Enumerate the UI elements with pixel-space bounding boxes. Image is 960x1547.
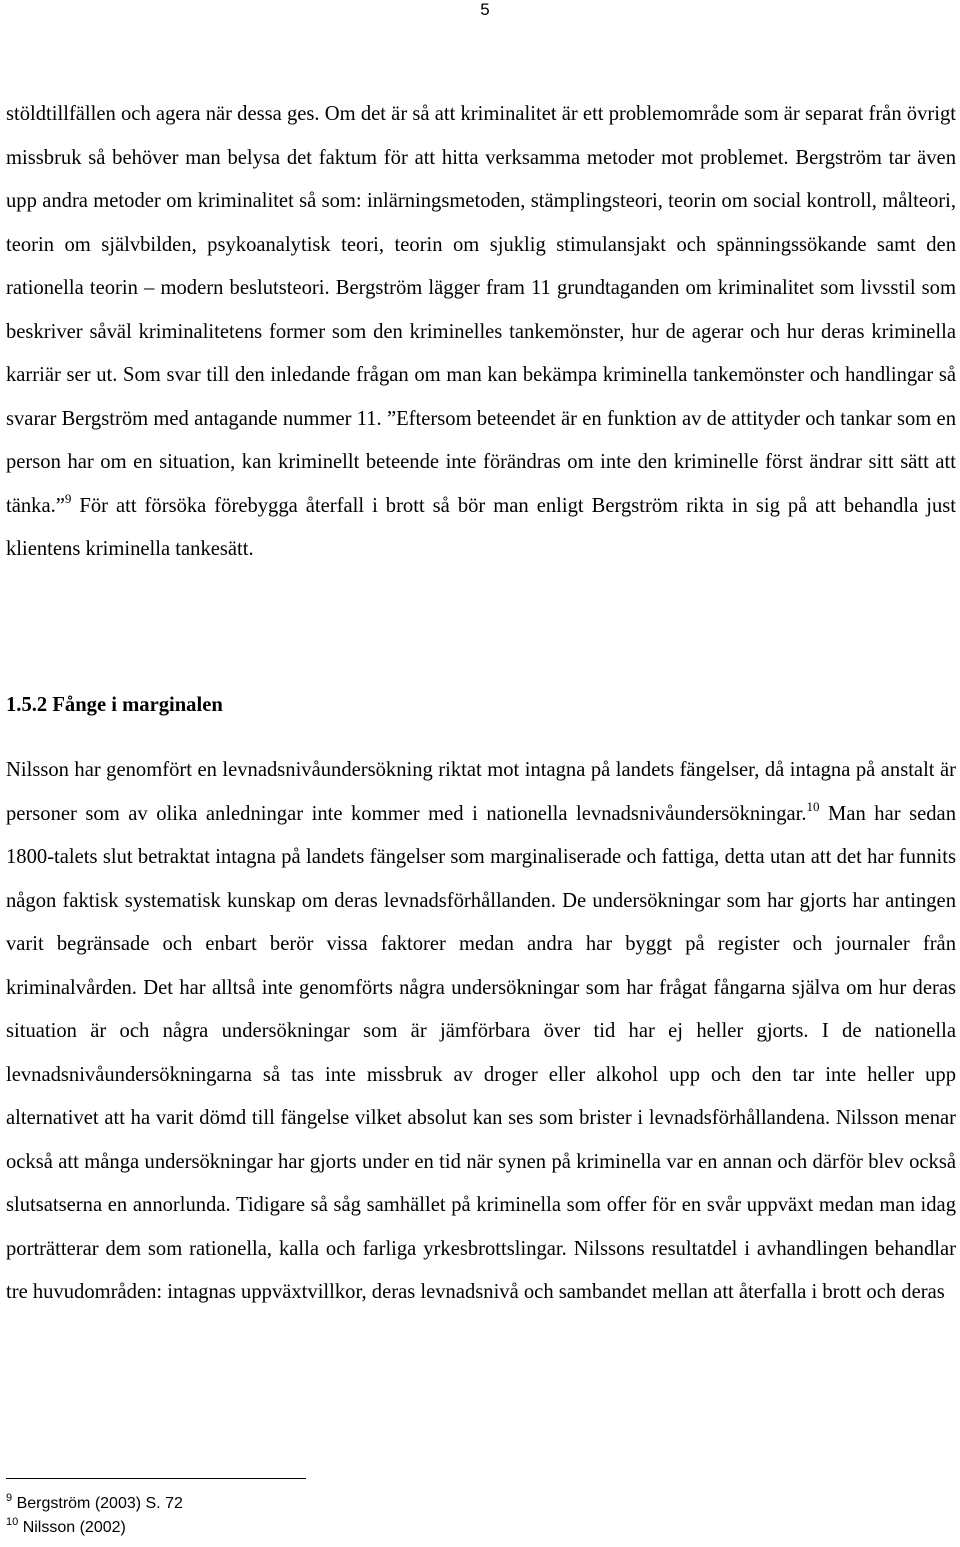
footnote-separator (6, 1478, 306, 1479)
paragraph-2-text-b: Man har sedan 1800-talets slut betraktat intagna på landets fängelser som marginaliserade och fattiga, detta utan att det har funnits någon faktisk systematisk kunskap om deras levnadsförhållanden. De undersökningar som har gjorts har antingen varit begränsade och enbart berör vissa faktorer medan andra har byggt på register och journaler från kriminalvården. Det har alltså inte genomförts några undersökningar som har frågat fångarna själva om hur deras situation är och några undersökningar som är jämförbara över tid har ej heller gjorts. I de nationella levnadsnivåundersökningarna så tas inte missbruk av droger eller alkohol upp och den tar inte heller upp alternativet att ha varit dömd till fängelse vilket absolut kan ses som brister i levnadsförhållandena. Nilsson menar också att många undersökningar har gjorts under en tid när synen på kriminella var en annan och därför blev också slutsatserna en annorlunda. Tidigare så såg samhället på kriminella som offer för en svår uppväxt medan man idag porträtterar dem som rationella, kalla och farliga yrkesbrottslingar. Nilssons resultatdel i avhandlingen behandlar tre huvudområden: intagnas uppväxtvillkor, deras levnadsnivå och sambandet mellan att återfalla i brott och deras (6, 802, 956, 1303)
footnote-text: Nilsson (2002) (18, 1519, 126, 1536)
footnote-9 (6, 1492, 183, 1516)
page-number: 5 (480, 0, 490, 19)
paragraph-2 (6, 749, 956, 1315)
paragraph-1-text-b: För att försöka förebygga återfall i brott så bör man enligt Bergström rikta in sig på att behandla just klientens kriminella tankesätt. (6, 494, 956, 560)
footnote-mark: 10 (6, 1516, 19, 1528)
paragraph-2-text-a: Nilsson har genomfört en levnadsnivåundersökning riktat mot intagna på landets fängelser, då intagna på anstalt är personer som av olika anledningar inte kommer med i nationella levnadsnivåundersökningar. (6, 759, 956, 825)
section-heading: 1.5.2 Fånge i marginalen (6, 694, 223, 716)
footnote-10 (6, 1516, 183, 1540)
footnote-ref-9: 9 (64, 490, 72, 506)
footnote-text: Bergström (2003) S. 72 (12, 1495, 183, 1512)
footnotes (6, 1492, 183, 1540)
body-text-upper (6, 93, 956, 572)
paragraph-1 (6, 93, 956, 572)
body-text-lower (6, 749, 956, 1315)
footnote-ref-10: 10 (806, 798, 820, 814)
paragraph-1-text-a: stöldtillfällen och agera när dessa ges. Om det är så att kriminalitet är ett problemområde som är separat från övrigt missbruk så behöver man belysa det faktum för att hitta verksamma metoder mot problemet. Bergström tar även upp andra metoder om kriminalitet så som: inlärningsmetoden, stämplingsteori, teorin om social kontroll, målteori, teorin om självbilden, psykoanalytisk teori, teorin om sjuklig stimulansjakt och spänningssökande samt den rationella teorin – modern beslutsteori. Bergström lägger fram 11 grundtaganden om kriminalitet som livsstil som beskriver såväl kriminalitetens former som den kriminelles tankemönster, hur de agerar och hur deras kriminella karriär ser ut. Som svar till den inledande frågan om man kan bekämpa kriminella tankemönster och handlingar så svarar Bergström med antagande nummer 11. ”Eftersom beteendet är en funktion av de attityder och tankar som en person har om en situation, kan kriminellt beteende inte förändras om inte den kriminelle först ändrar sitt sätt att tänka.” (6, 103, 956, 517)
footnote-mark: 9 (6, 1492, 13, 1504)
